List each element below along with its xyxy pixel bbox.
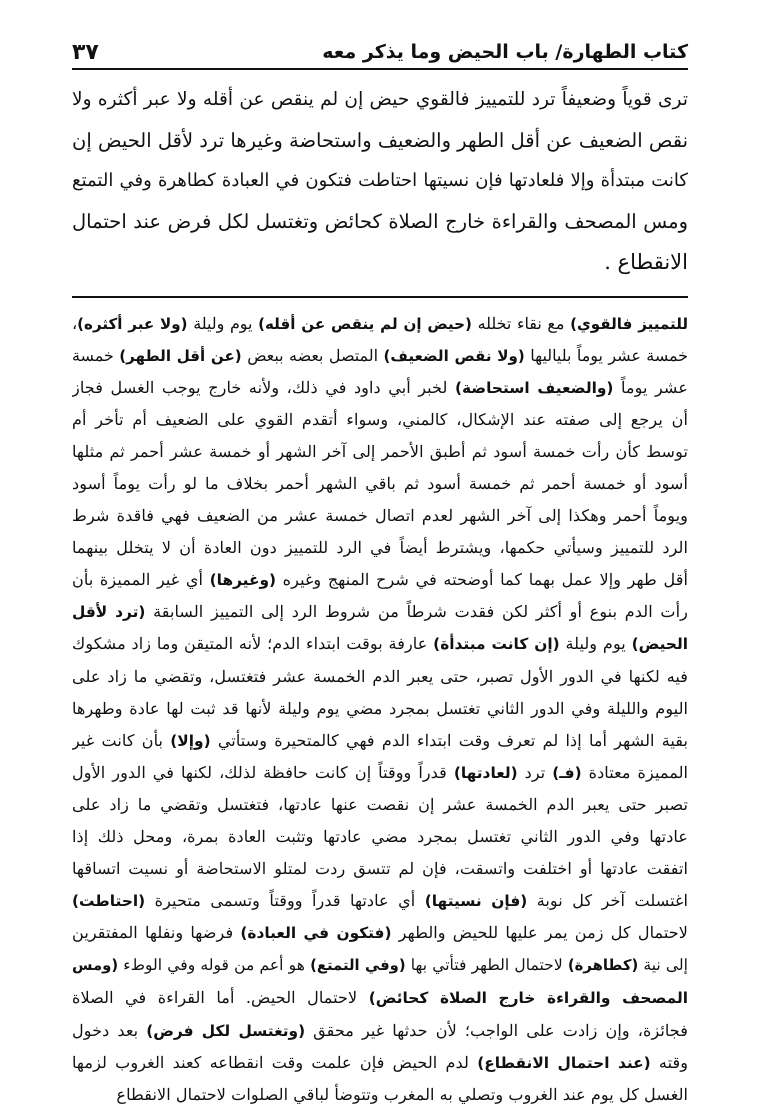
commentary-line (72, 821, 688, 853)
commentary-segment: أن يرجع إلى صفته عند الإشكال، كالمني، وسواء أتقدم القوي على الضعيف أم تأخر أم (72, 409, 688, 429)
commentary-segment: اليوم والليلة وفي الدور الثاني تغتسل بمجرد مضي يوم وليلة لأنها قد ثبت لها عادة وطهرها (72, 698, 688, 718)
commentary-line (72, 1079, 688, 1111)
quoted-main-text: (إن كانت مبتدأة) (433, 635, 560, 654)
commentary-line (72, 532, 688, 564)
commentary-line (72, 340, 688, 372)
quoted-main-text: (لعادتها) (453, 763, 518, 782)
commentary-segment: خمسة (72, 345, 120, 365)
commentary-segment: بعد دخول (72, 1020, 147, 1040)
commentary-line (72, 564, 688, 596)
commentary-segment: ترد (517, 762, 553, 782)
commentary-segment: قدراً ووقتاً إن كانت حافظة لذلك، لكنها في الدور الأول (72, 762, 454, 782)
text-separator-rule (72, 296, 688, 298)
commentary-segment: الغسل كل يوم عند الغروب وتصلي به المغرب وتتوضأ لباقي الصلوات لاحتمال الانقطاع (116, 1084, 688, 1104)
commentary-segment: مع نقاء تخلله (471, 313, 571, 333)
commentary-segment: أي غير المميزة بأن (72, 570, 210, 590)
commentary-segment: بأن كانت غير (72, 730, 171, 750)
commentary-line (72, 404, 688, 436)
commentary-segment: لاحتمال الحيض. أما القراءة في الصلاة (72, 988, 369, 1008)
commentary-line (72, 1047, 688, 1079)
book-page (72, 30, 688, 1104)
quoted-main-text: (ومس (72, 957, 119, 975)
commentary-segment: إلى نية (638, 956, 688, 975)
commentary-segment: عادتها وفي الدور الثاني تغتسل بمجرد مضي عادتها وتثبت العادة بمرة، ومحل ذلك إذا (72, 827, 688, 846)
running-title: كتاب الطهارة/ باب الحيض وما يذكر معه (322, 41, 688, 63)
commentary-segment: توسط كأن رأت خمسة أسود ثم أطبق الأحمر إلى آخر الشهر أو خمسة عشر أحمر ثم مثلها (72, 441, 688, 461)
commentary-segment: ويوماً أحمر وهكذا إلى آخر الشهر لعدم اتصال خمسة عشر من الضعيف فهي فاقدة شرط (72, 506, 688, 526)
commentary-segment: لدم الحيض فإن علمت وقت انقطاعه كعند الغروب لزمها (72, 1052, 478, 1072)
commentary-line (72, 757, 688, 789)
commentary-line (72, 949, 688, 982)
commentary-segment: فيه لكنها في الدور الأول تصبر، حتى يعبر الدم الخمسة عشر فتغتسل، وتقضي ما زاد على (72, 666, 688, 686)
commentary-line (72, 628, 688, 660)
commentary-line (72, 468, 688, 500)
commentary-segment: خمسة عشر يوماً بلياليها (524, 345, 688, 365)
commentary-segment: يوم وليلة (187, 313, 259, 333)
quoted-main-text: (عن أقل الطهر) (119, 346, 242, 365)
quoted-main-text: (عند احتمال الانقطاع) (477, 1053, 651, 1072)
commentary-segment: ، (72, 313, 78, 333)
quoted-main-text: (ولا نقص الضعيف) (383, 346, 525, 365)
main-text-line: ومس المصحف والقراءة خارج الصلاة كحائض وتغتسل لكل فرض عند احتمال (72, 209, 688, 233)
quoted-main-text: (وغيرها) (209, 571, 277, 590)
commentary-segment: المتصل بعضه ببعض (241, 345, 384, 365)
main-text (72, 80, 688, 283)
commentary-segment: بقية الشهر أما إذا لم تعرف وقت ابتداء الدم فهي كالمتحيرة وستأتي (210, 730, 688, 750)
commentary-segment: أقل طهر وإلا عمل بهما كما أوضحته في شرح المنهج وغيره (276, 570, 688, 590)
commentary-segment: رأت الدم بنوع أو أكثر لكن فقدت شرطاً من شروط الرد إلى التمييز السابقة (145, 602, 688, 622)
commentary-segment: يوم وليلة (559, 634, 632, 654)
commentary-segment: وقته (650, 1052, 688, 1072)
commentary-segment: عشر يوماً (613, 377, 688, 397)
quoted-main-text: (وإلا) (170, 731, 211, 750)
quoted-main-text: (والضعيف استحاضة) (454, 378, 614, 397)
page-header (72, 30, 688, 70)
commentary-line (72, 725, 688, 757)
main-text-line: نقص الضعيف عن أقل الطهر والضعيف واستحاضة وغيرها ترد لأقل الحيض إن (72, 128, 688, 152)
commentary-segment: المميزة معتادة (581, 762, 688, 782)
commentary-line (72, 372, 688, 404)
commentary-segment: فجائزة، وإن زادت على الواجب؛ لأن حدثها غير محقق (305, 1020, 688, 1040)
commentary-segment: تصبر حتى يعبر الدم الخمسة عشر إن نقصت عنها عادتها، فتغتسل وتقضي ما زاد على (72, 794, 688, 814)
quoted-main-text: للتمييز فالقوي) (570, 314, 688, 333)
main-text-line: الانقطاع . (604, 250, 688, 274)
commentary-segment: هو أعم من قوله وفي الوطء (118, 956, 311, 975)
quoted-main-text: (وتغتسل لكل فرض) (146, 1021, 306, 1040)
page-number: ٣٧ (72, 40, 99, 65)
main-text-line: ترى قوياً وضعيفاً ترد للتمييز فالقوي حيض إن لم ينقص عن أقله ولا عبر أكثره ولا (72, 89, 688, 110)
quoted-main-text: (ترد لأقل (72, 603, 146, 622)
commentary-line (72, 885, 688, 917)
commentary-line (72, 1015, 688, 1047)
commentary-line (72, 693, 688, 725)
commentary-segment: اتفقت عادتها أو اختلفت واتسقت، فإن لم تتسق ردت لمتلو الاستحاضة أو نسيت اتساقها (72, 859, 688, 879)
commentary-segment: الرد للتمييز وسيأتي حكمها، ويشترط أيضاً في الرد للتمييز دون العادة أن لا يتخلل بينهما (72, 538, 688, 558)
commentary-line (72, 500, 688, 532)
commentary-segment: عارفة بوقت ابتداء الدم؛ لأنه المتيقن وما زاد مشكوك (72, 634, 434, 654)
quoted-main-text: (حيض إن لم ينقص عن أقله) (258, 314, 472, 333)
commentary-line (72, 917, 688, 949)
commentary-line (72, 661, 688, 693)
commentary-segment: لاحتمال الطهر فتأتي بها (405, 956, 568, 975)
commentary-segment: لخبر أبي داود في ذلك، ولأنه خارج يوجب الغسل فجاز (72, 377, 455, 397)
quoted-main-text: (احتاطت) (72, 892, 146, 911)
quoted-main-text: (ولا عبر أكثره) (77, 314, 188, 333)
quoted-main-text: المصحف والقراءة خارج الصلاة كحائض) (368, 989, 688, 1008)
commentary-segment: فرضها ونفلها المفتقرين (72, 923, 241, 943)
quoted-main-text: الحيض) (631, 635, 688, 654)
quoted-main-text: (فتكون في العبادة) (240, 924, 392, 943)
commentary-line (72, 853, 688, 885)
commentary-segment: أي عادتها قدراً ووقتاً وتسمى متحيرة (145, 891, 425, 911)
commentary-segment: لاحتمال كل زمن يمر عليها للحيض والطهر (391, 923, 688, 943)
commentary-segment: اغتسلت آخر كل نوبة (527, 891, 688, 911)
main-text-line: كانت مبتدأة وإلا فلعادتها فإن نسيتها احتاطت فتكون في العبادة كطاهرة وفي التمتع (72, 170, 688, 191)
quoted-main-text: (كطاهرة) (567, 957, 639, 975)
commentary-segment: أسود أو خمسة أحمر ثم خمسة أسود ثم باقي الشهر أحمر بخلاف ما لو رأت يوماً أسود (72, 473, 688, 493)
quoted-main-text: (فإن نسيتها) (424, 892, 528, 911)
quoted-main-text: (فـ) (552, 763, 582, 782)
commentary-line (72, 308, 688, 340)
commentary-line (72, 982, 688, 1014)
commentary-line (72, 789, 688, 821)
commentary-text (72, 308, 688, 1111)
commentary-line (72, 436, 688, 468)
commentary-line (72, 596, 688, 628)
quoted-main-text: (وفي التمتع) (310, 957, 406, 975)
